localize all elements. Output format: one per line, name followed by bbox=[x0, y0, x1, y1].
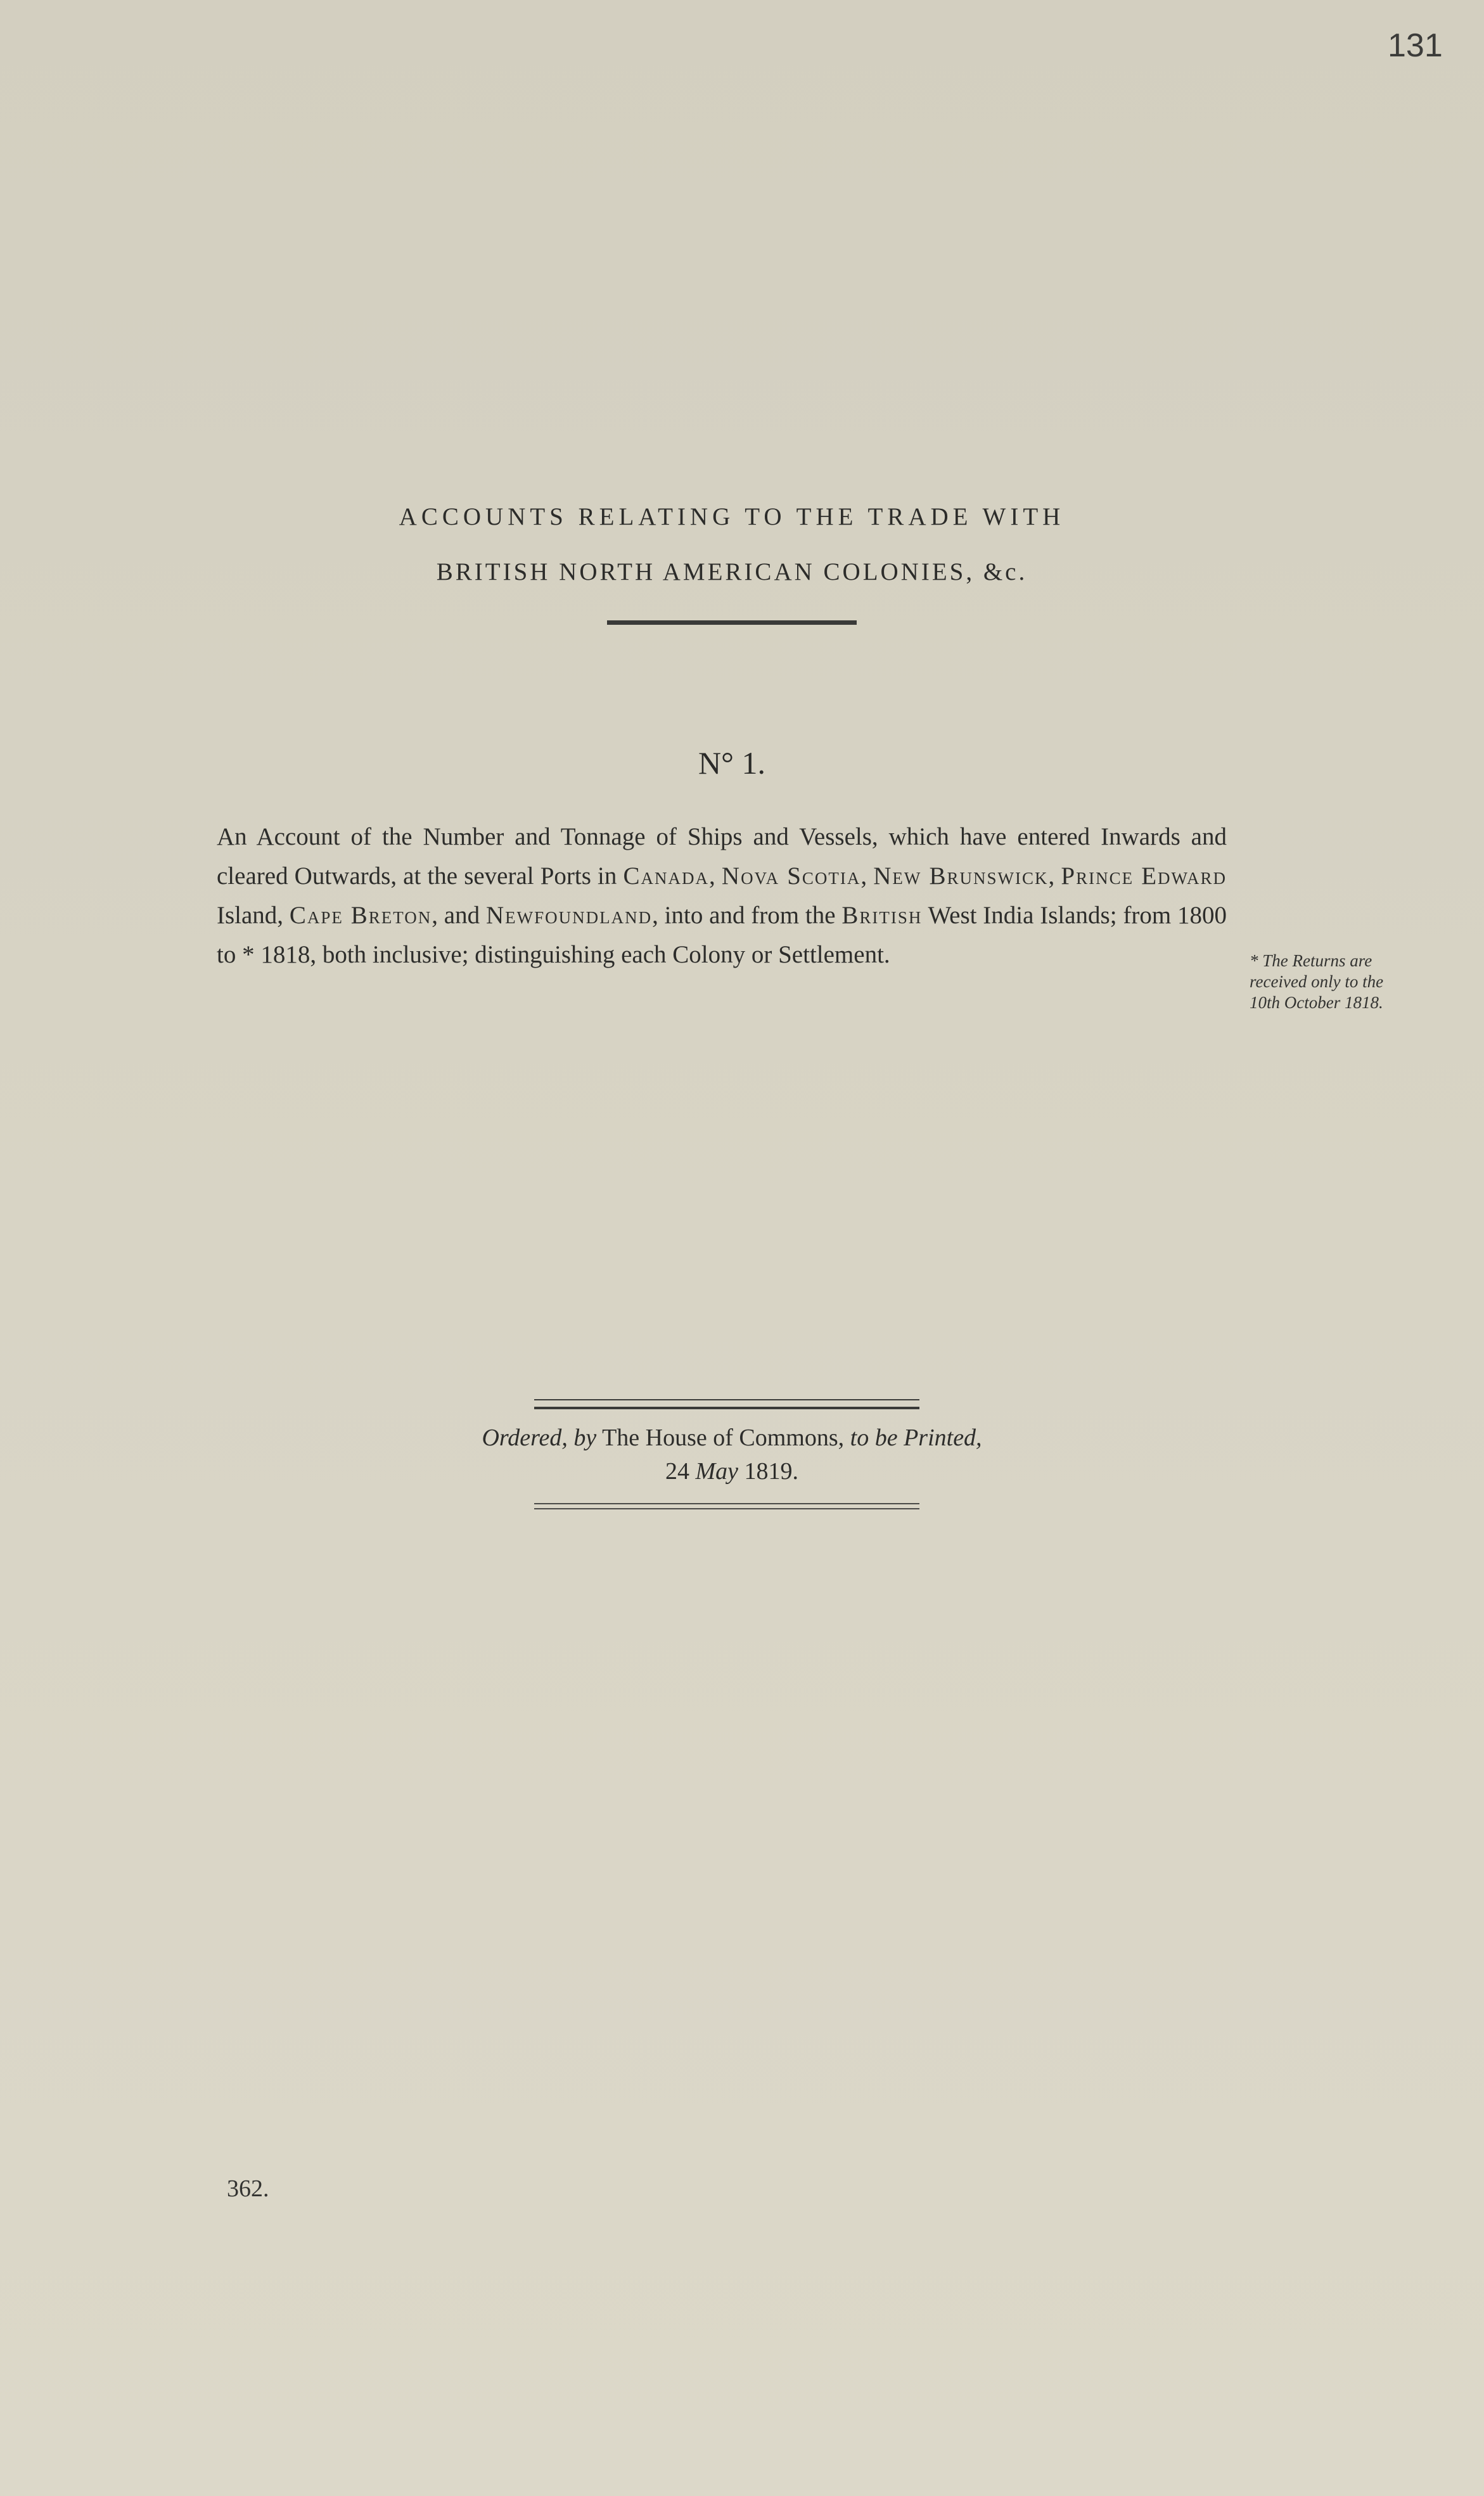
separator: , bbox=[709, 862, 722, 890]
document-title-line-1: ACCOUNTS RELATING TO THE TRADE WITH bbox=[399, 503, 1065, 530]
ordered-word: Ordered, bbox=[482, 1424, 568, 1451]
place-prince-edward: Prince Edward bbox=[1061, 862, 1227, 890]
document-title-line-2: BRITISH NORTH AMERICAN COLONIES, &c. bbox=[436, 558, 1028, 586]
place-british: British bbox=[841, 902, 923, 929]
place-cape-breton: Cape Breton bbox=[289, 902, 432, 929]
text-and: , and bbox=[432, 902, 486, 929]
by-word: by bbox=[573, 1424, 597, 1451]
place-canada: Canada bbox=[623, 862, 710, 890]
page-number: 131 bbox=[1388, 27, 1443, 64]
footer-number: 362. bbox=[227, 2175, 269, 2202]
order-month: May bbox=[695, 1458, 739, 1485]
order-divider-top bbox=[534, 1399, 919, 1409]
place-new-brunswick: New Brunswick bbox=[873, 862, 1049, 890]
section-number: N° 1. bbox=[698, 745, 766, 781]
order-statement bbox=[0, 1424, 1464, 1452]
account-intro: An Account of the Number and Tonnage of Ships and Vessels, which have entered Inwards and cleared Outwards, at the several Ports in bbox=[217, 823, 1227, 890]
account-outro: West India Islands; from 1800 to * 1818, both inclusive; distinguishing each Colony or Settlement. bbox=[217, 902, 1227, 968]
order-year: 1819. bbox=[744, 1458, 799, 1485]
house-name: The House of Commons, bbox=[602, 1424, 845, 1451]
title-divider bbox=[607, 620, 857, 625]
separator: , bbox=[1048, 862, 1061, 890]
margin-note: * The Returns are received only to the 10th October 1818. bbox=[1250, 951, 1384, 1012]
text-island: Island, bbox=[217, 902, 290, 929]
place-newfoundland: Newfoundland bbox=[485, 902, 653, 929]
account-description bbox=[217, 817, 1227, 975]
order-divider-bottom bbox=[534, 1503, 919, 1509]
text-into: , into and from the bbox=[652, 902, 842, 929]
order-day: 24 bbox=[665, 1458, 689, 1485]
to-be-printed: to be Printed, bbox=[850, 1424, 982, 1451]
order-date bbox=[0, 1457, 1464, 1485]
separator: , bbox=[860, 862, 874, 890]
place-nova-scotia: Nova Scotia bbox=[721, 862, 861, 890]
